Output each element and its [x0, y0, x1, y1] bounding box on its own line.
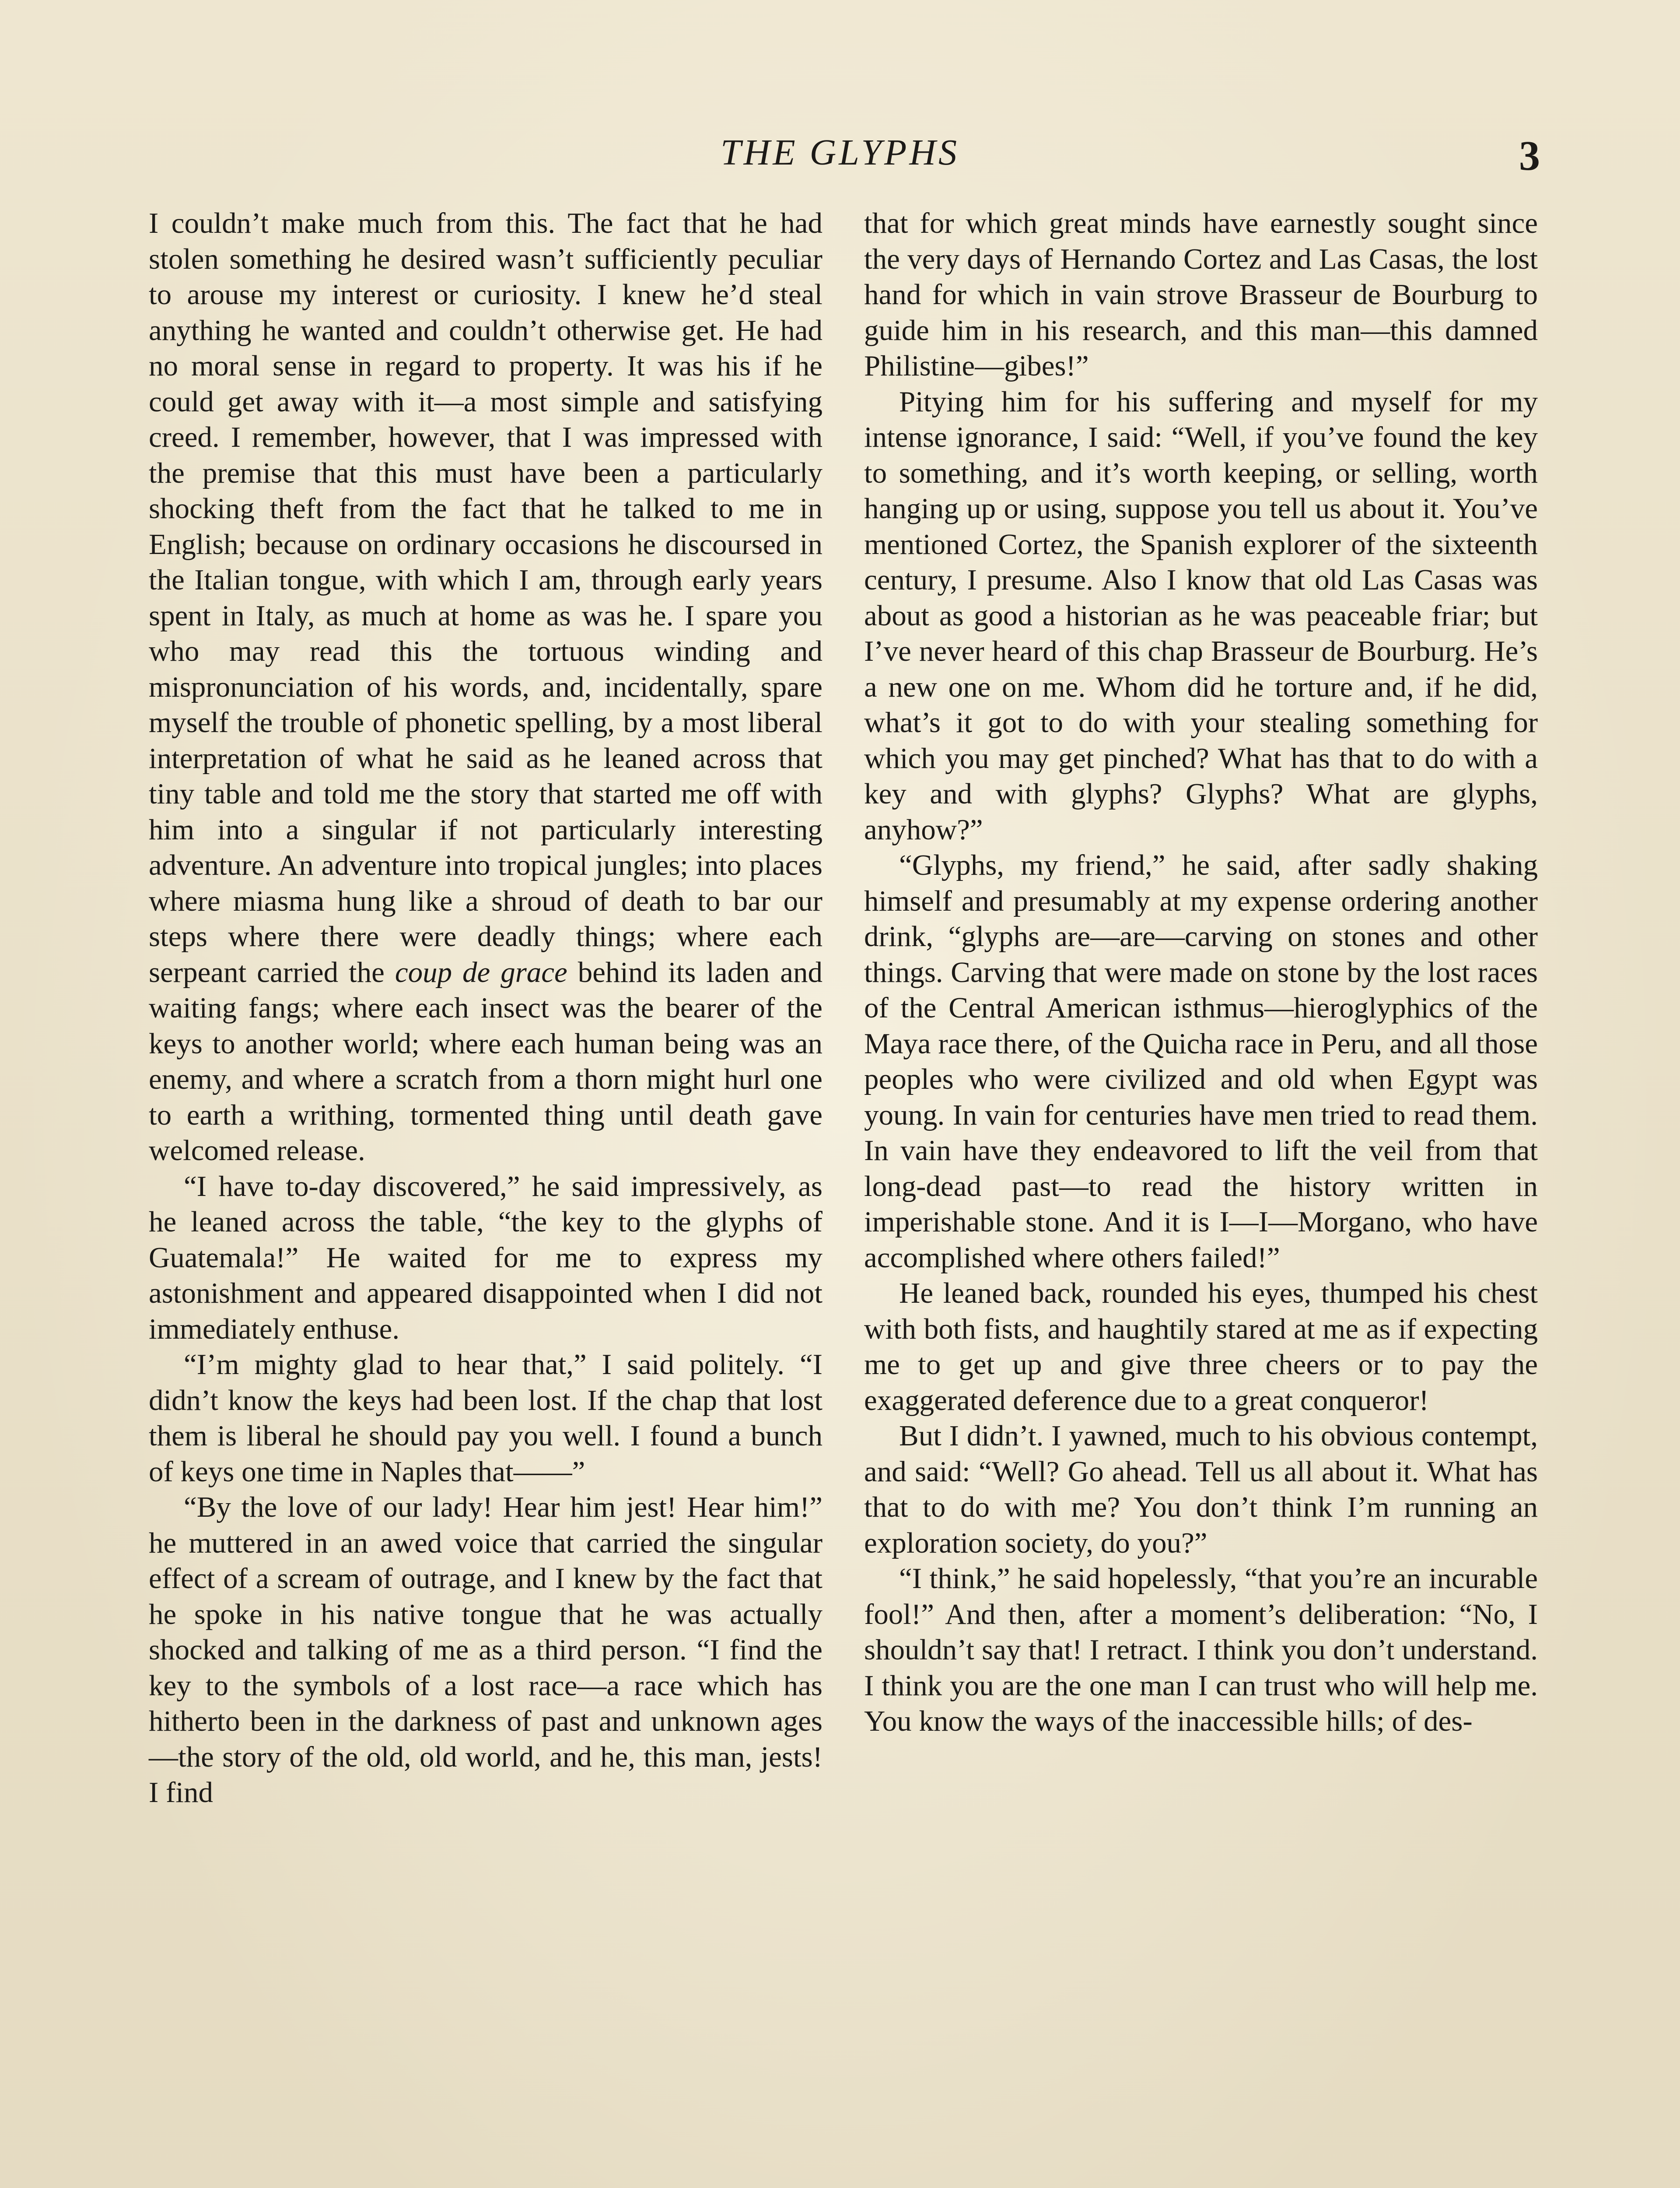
paragraph: “By the love of our lady! Hear him jest! Hear him!” he muttered in an awed voice that carried the singular effect of a scream of outrage, and I knew by the fact that he spoke in his native tongue that he was actually shocked and talking of me as a third person. “I find the key to the symbols of a lost race—a race which has hitherto been in the darkness of past and unknown ages—the story of the old, old world, and he, this man, jests! I find: [149, 1491, 822, 1809]
paragraph: [149, 206, 822, 1169]
paragraph: “Glyphs, my friend,” he said, after sadly shaking himself and presumably at my expense ordering another drink, “glyphs are—are—carving on stones and other things. Carving that were made on stone by the lost races of the Central American isthmus—hieroglyphics of the Maya race there, of the Quicha race in Peru, and all those peoples who were civilized and old when Egypt was young. In vain for centuries have men tried to read them. In vain have they endeavored to lift the veil from that long-dead past—to read the history written in imperishable stone. And it is I—I—Morgano, who have accomplished where others failed!”: [864, 849, 1538, 1274]
paragraph: He leaned back, rounded his eyes, thumped his chest with both fists, and haughtily stared at me as if expecting me to get up and give three cheers or to pay the exaggerated deference due to a great conqueror!: [864, 1277, 1538, 1417]
paragraph-text: I couldn’t make much from this. The fact that he had stolen something he desired wasn’t sufficiently peculiar to arouse my interest or curiosity. I knew he’d steal anything he wanted and couldn’t otherwise get. He had no moral sense in regard to property. It was his if he could get away with it—a most simple and satisfying creed. I remember, however, that I was impressed with the premise that this must have been a particularly shocking theft from the fact that he talked to me in English; because on ordinary occasions he discoursed in the Italian tongue, with which I am, through early years spent in Italy, as much at home as was he. I spare you who may read this the tortuous winding and mispronunciation of his words, and, incidentally, spare myself the trouble of phonetic spelling, by a most liberal interpretation of what he said as he leaned across that tiny table and told me the story that started me off with him into a singular if not particularly interesting adventure. An adventure into tropical jungles; into places where miasma hung like a shroud of death to bar our steps where there were deadly things; where each serpeant carried the: [149, 207, 822, 989]
italic-phrase: coup de grace: [395, 956, 567, 989]
paragraph: “I have to-day discovered,” he said impressively, as he leaned across the table, “the key to the glyphs of Guatemala!” He waited for me to express my astonishment and appeared disappointed when I did not immediately enthuse.: [149, 1170, 822, 1345]
paragraph: But I didn’t. I yawned, much to his obvious contempt, and said: “Well? Go ahead. Tell us all about it. What has that to do with me? You don’t think I’m running an exploration society, do you?”: [864, 1420, 1538, 1559]
paragraph: “I’m mighty glad to hear that,” I said politely. “I didn’t know the keys had been lost. If the chap that lost them is liberal he should pay you well. I found a bunch of keys one time in Naples that——”: [149, 1348, 822, 1488]
right-text-column: [864, 206, 1538, 1739]
paragraph-text-continued: behind its laden and waiting fangs; where each insect was the bearer of the keys to another world; where each human being was an enemy, and where a scratch from a thorn might hurl one to earth a writhing, tormented thing until death gave welcomed release.: [149, 956, 822, 1167]
paragraph: “I think,” he said hopelessly, “that you’re an incurable fool!” And then, after a moment’s deliberation: “No, I shouldn’t say that! I retract. I think you don’t understand. I think you are the one man I can trust who will help me. You know the ways of the inaccessible hills; of des-: [864, 1562, 1538, 1737]
running-head-title: THE GLYPHS: [720, 132, 960, 173]
paragraph: Pitying him for his suffering and myself for my intense ignorance, I said: “Well, if you’ve found the key to something, and it’s worth keeping, or selling, worth hanging up or using, suppose you tell us about it. You’ve mentioned Cortez, the Spanish explorer of the sixteenth century, I presume. Also I know that old Las Casas was about as good a historian as he was peaceable friar; but I’ve never heard of this chap Brasseur de Bourburg. He’s a new one on me. Whom did he torture and, if he did, what’s it got to do with your stealing something for which you may get pinched? What has that to do with a key and with glyphs? Glyphs? What are glyphs, anyhow?”: [864, 385, 1538, 846]
page-number: 3: [1519, 132, 1540, 179]
paragraph: that for which great minds have earnestly sought since the very days of Hernando Cortez and Las Casas, the lost hand for which in vain strove Brasseur de Bourburg to guide him in his research, and this man—this damned Philistine—gibes!”: [864, 207, 1538, 382]
left-text-column: [149, 206, 822, 1811]
